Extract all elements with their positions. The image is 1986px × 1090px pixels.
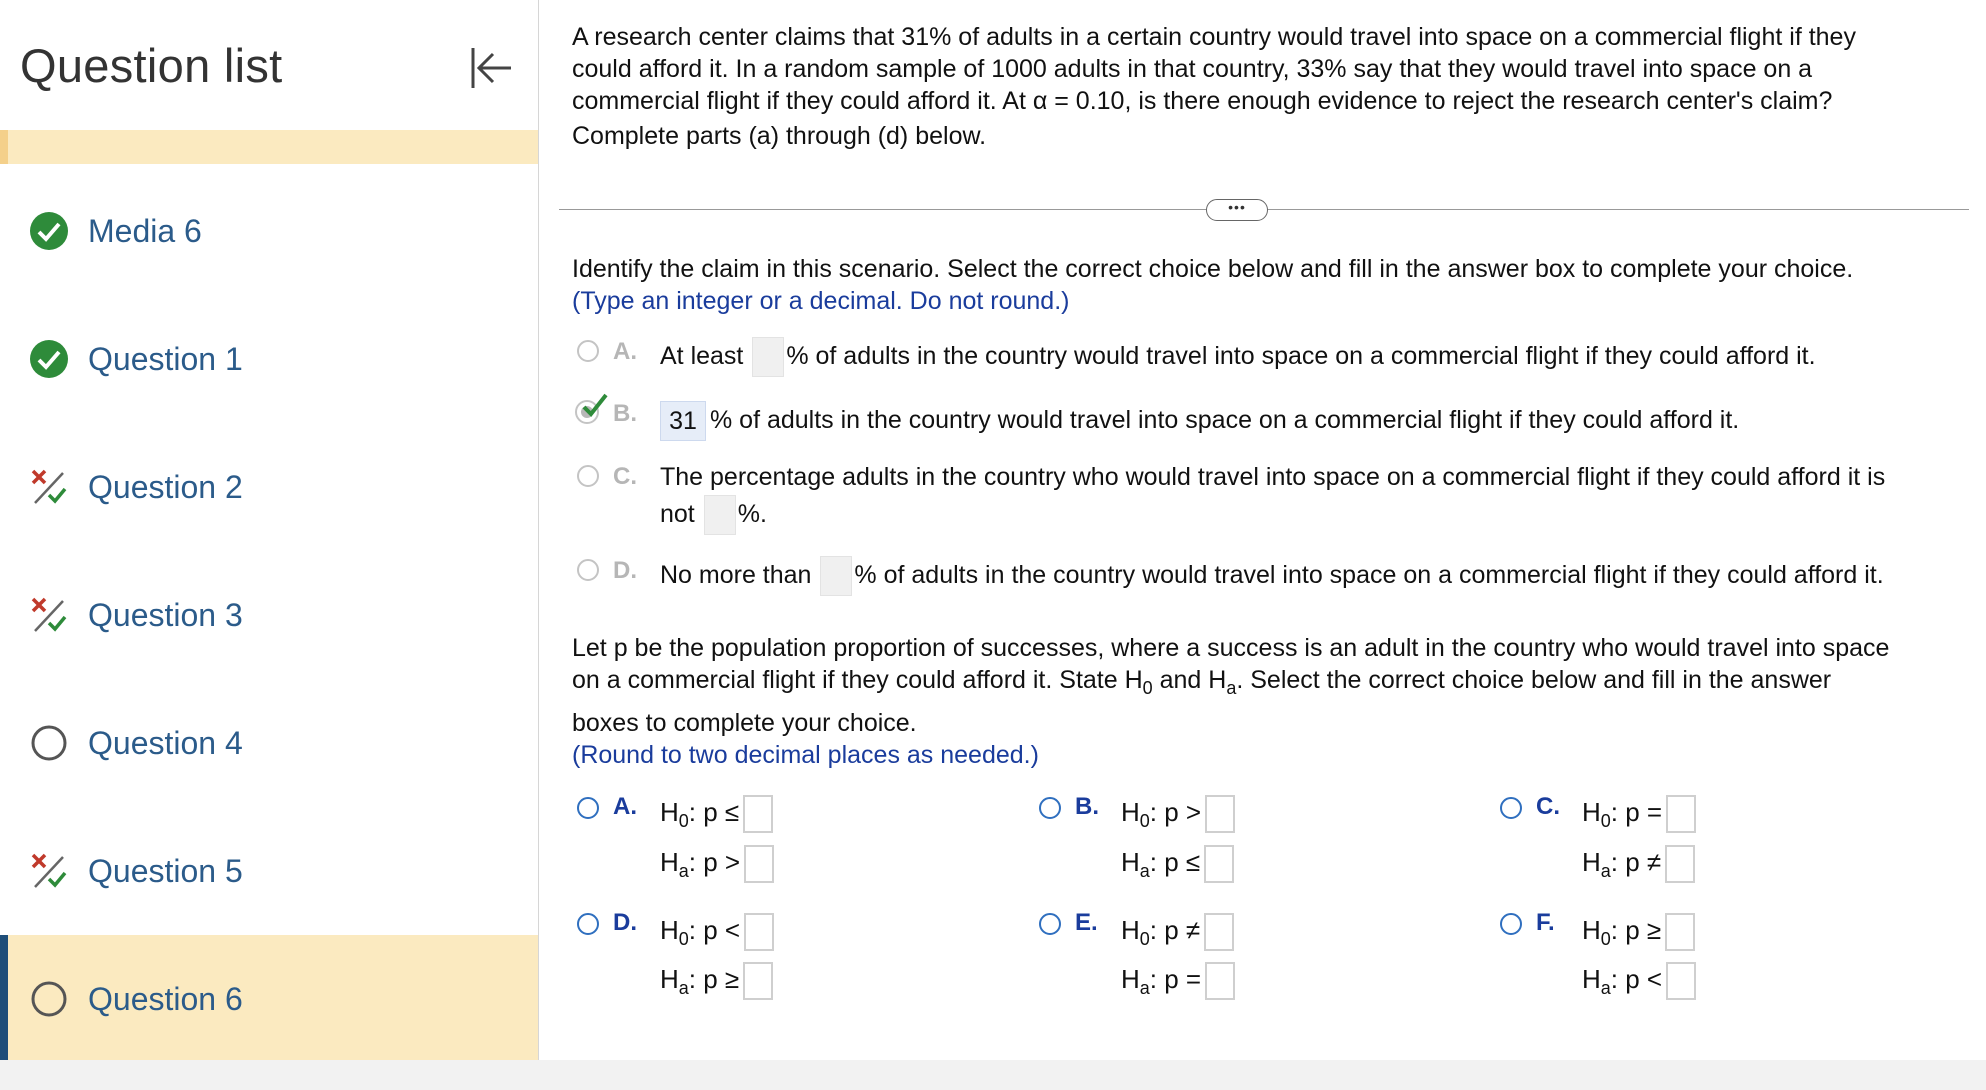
hyp-d-radio[interactable] [577, 913, 599, 935]
hyp-f-ha [1582, 959, 1696, 1008]
h-sub: 0 [1600, 929, 1611, 949]
hyp-a-ha-input[interactable] [744, 845, 774, 883]
hyp-e-ha-input[interactable] [1205, 962, 1235, 1000]
hyp-b-h0-input[interactable] [1205, 795, 1235, 833]
ha-relation: : p = [1149, 964, 1202, 994]
h-symbol: H [660, 964, 679, 994]
h-sub: a [1139, 861, 1150, 881]
hyp-e-h0 [1121, 910, 1234, 959]
prompt-sub: a [1226, 678, 1237, 698]
hyp-b-h0 [1121, 792, 1235, 841]
hyp-e-ha [1121, 959, 1235, 1008]
part-b-prompt-line: boxes to complete your choice. [572, 709, 917, 737]
choice-a-input[interactable] [752, 337, 784, 377]
h-sub: a [1139, 978, 1150, 998]
hyp-c-ha-input[interactable] [1665, 845, 1695, 883]
choice-b-text [660, 400, 1739, 441]
h-sub: a [678, 861, 689, 881]
page-footer [0, 1060, 1986, 1090]
ha-relation: : p ≤ [1149, 847, 1201, 877]
empty-circle-icon [29, 723, 69, 763]
h0-relation: : p > [1149, 797, 1202, 827]
hyp-e-letter: E. [1075, 909, 1098, 936]
hyp-b-radio[interactable] [1039, 797, 1061, 819]
part-b-hint: (Round to two decimal places as needed.) [572, 741, 1039, 769]
choice-a-post: % of adults in the country would travel into space on a commercial flight if they could afford it. [786, 342, 1816, 370]
prompt-text: and H [1152, 666, 1227, 694]
h-symbol: H [1121, 797, 1140, 827]
h-symbol: H [1582, 964, 1601, 994]
hyp-a-h0-input[interactable] [743, 795, 773, 833]
hyp-a-letter: A. [613, 793, 637, 820]
h-sub: 0 [1600, 811, 1611, 831]
choice-d-pre: No more than [660, 561, 812, 589]
h-sub: a [678, 978, 689, 998]
question-item-label: Question 2 [88, 469, 243, 505]
question-item-label: Question 3 [88, 597, 243, 633]
h-symbol: H [1582, 847, 1601, 877]
problem-statement-line: commercial flight if they could afford it. At α = 0.10, is there enough evidence to reject the research center's claim? [572, 87, 1833, 115]
question-list-panel [0, 0, 539, 1060]
question-item-media-6[interactable] [0, 167, 538, 295]
partial-credit-icon [29, 595, 69, 635]
h-symbol: H [660, 847, 679, 877]
hyp-d-ha-input[interactable] [743, 962, 773, 1000]
question-item-label: Media 6 [88, 213, 202, 249]
problem-statement-line: A research center claims that 31% of adults in a certain country would travel into space on a commercial flight if they [572, 23, 1856, 51]
h-symbol: H [1582, 797, 1601, 827]
choice-c-input[interactable] [704, 495, 736, 535]
choice-c-line1: The percentage adults in the country who would travel into space on a commercial flight if they could afford it is [660, 463, 1886, 491]
question-item-label: Question 1 [88, 341, 243, 377]
ha-relation: : p ≥ [688, 964, 740, 994]
question-item-label: Question 5 [88, 853, 243, 889]
h-symbol: H [660, 797, 679, 827]
h-sub: a [1600, 978, 1611, 998]
partial-credit-icon [29, 467, 69, 507]
h-sub: 0 [1139, 811, 1150, 831]
h-symbol: H [1121, 915, 1140, 945]
hyp-f-ha-input[interactable] [1666, 962, 1696, 1000]
question-item-5[interactable] [0, 807, 538, 935]
collapse-panel-button[interactable] [465, 42, 517, 94]
choice-d-post: % of adults in the country would travel into space on a commercial flight if they could afford it. [854, 561, 1884, 589]
hyp-c-h0-input[interactable] [1666, 795, 1696, 833]
hyp-c-h0 [1582, 792, 1696, 841]
prompt-text: on a commercial flight if they could afford it. State H [572, 666, 1143, 694]
h0-relation: : p ≥ [1610, 915, 1662, 945]
hyp-d-ha [660, 959, 773, 1008]
part-a-hint: (Type an integer or a decimal. Do not round.) [572, 287, 1070, 315]
hyp-a-radio[interactable] [577, 797, 599, 819]
choice-c-post: %. [737, 500, 767, 528]
choice-d-letter: D. [613, 557, 637, 584]
hyp-e-radio[interactable] [1039, 913, 1061, 935]
prompt-sub: 0 [1142, 678, 1153, 698]
h-sub: 0 [1139, 929, 1150, 949]
part-b-prompt-line [572, 664, 1831, 704]
choice-a-pre: At least [660, 342, 744, 370]
hyp-f-radio[interactable] [1500, 913, 1522, 935]
question-item-label: Question 4 [88, 725, 243, 761]
h-sub: 0 [678, 929, 689, 949]
hyp-f-h0-input[interactable] [1665, 913, 1695, 951]
problem-statement-line: could afford it. In a random sample of 1000 adults in that country, 33% say that they would travel into space on a [572, 55, 1813, 83]
hyp-c-ha [1582, 842, 1695, 891]
question-item-3[interactable] [0, 551, 538, 679]
h-symbol: H [1121, 847, 1140, 877]
choice-a-text [660, 336, 1816, 377]
collapse-left-icon [465, 42, 517, 94]
hyp-a-h0 [660, 792, 773, 841]
problem-statement-line: Complete parts (a) through (d) below. [572, 122, 987, 150]
h0-relation: : p ≠ [1149, 915, 1201, 945]
show-more-button[interactable]: ••• [1206, 199, 1268, 221]
question-item-6[interactable] [0, 935, 538, 1060]
h0-relation: : p = [1610, 797, 1663, 827]
empty-circle-icon [29, 979, 69, 1019]
choice-a-letter: A. [613, 338, 637, 365]
part-b-prompt-line: Let p be the population proportion of successes, where a success is an adult in the country who would travel into space [572, 634, 1890, 662]
choice-b-post: % of adults in the country would travel into space on a commercial flight if they could afford it. [710, 406, 1740, 434]
question-item-2[interactable] [0, 423, 538, 551]
check-circle-icon [29, 211, 69, 251]
prompt-text: . Select the correct choice below and fill in the answer [1236, 666, 1832, 694]
ha-relation: : p ≠ [1610, 847, 1662, 877]
question-item-1[interactable] [0, 295, 538, 423]
choice-c-radio[interactable] [577, 465, 599, 487]
h0-relation: : p ≤ [688, 797, 740, 827]
question-list-title: Question list [20, 39, 283, 92]
question-item-4[interactable] [0, 679, 538, 807]
hyp-a-ha [660, 842, 774, 891]
choice-d-radio[interactable] [577, 559, 599, 581]
part-a-prompt: Identify the claim in this scenario. Select the correct choice below and fill in the answer box to complete your choice. [572, 255, 1854, 283]
ha-relation: : p < [1610, 964, 1663, 994]
h-symbol: H [660, 915, 679, 945]
hyp-e-h0-input[interactable] [1204, 913, 1234, 951]
hyp-f-h0 [1582, 910, 1695, 959]
list-highlight-bar [0, 130, 538, 164]
hyp-b-ha [1121, 842, 1234, 891]
partial-credit-icon [29, 851, 69, 891]
check-circle-icon [29, 339, 69, 379]
choice-d-input[interactable] [820, 556, 852, 596]
question-item-label: Question 6 [88, 981, 243, 1017]
hyp-b-ha-input[interactable] [1204, 845, 1234, 883]
choice-a-radio[interactable] [577, 340, 599, 362]
hyp-b-letter: B. [1075, 793, 1099, 820]
hyp-d-h0 [660, 910, 774, 959]
question-content [539, 0, 1986, 1060]
hyp-f-letter: F. [1536, 909, 1555, 936]
choice-b-answer[interactable]: 31 [660, 401, 706, 441]
h0-relation: : p < [688, 915, 741, 945]
h-symbol: H [1121, 964, 1140, 994]
hyp-d-h0-input[interactable] [744, 913, 774, 951]
choice-c-pre: not [660, 500, 695, 528]
choice-c-letter: C. [613, 463, 637, 490]
h-sub: a [1600, 861, 1611, 881]
hyp-d-letter: D. [613, 909, 637, 936]
hyp-c-letter: C. [1536, 793, 1560, 820]
choice-c-line2 [660, 494, 767, 535]
ha-relation: : p > [688, 847, 741, 877]
choice-d-text [660, 555, 1884, 596]
selected-radio-check-icon[interactable] [572, 393, 612, 427]
choice-b-letter: B. [613, 400, 637, 427]
h-sub: 0 [678, 811, 689, 831]
h-symbol: H [1582, 915, 1601, 945]
hyp-c-radio[interactable] [1500, 797, 1522, 819]
